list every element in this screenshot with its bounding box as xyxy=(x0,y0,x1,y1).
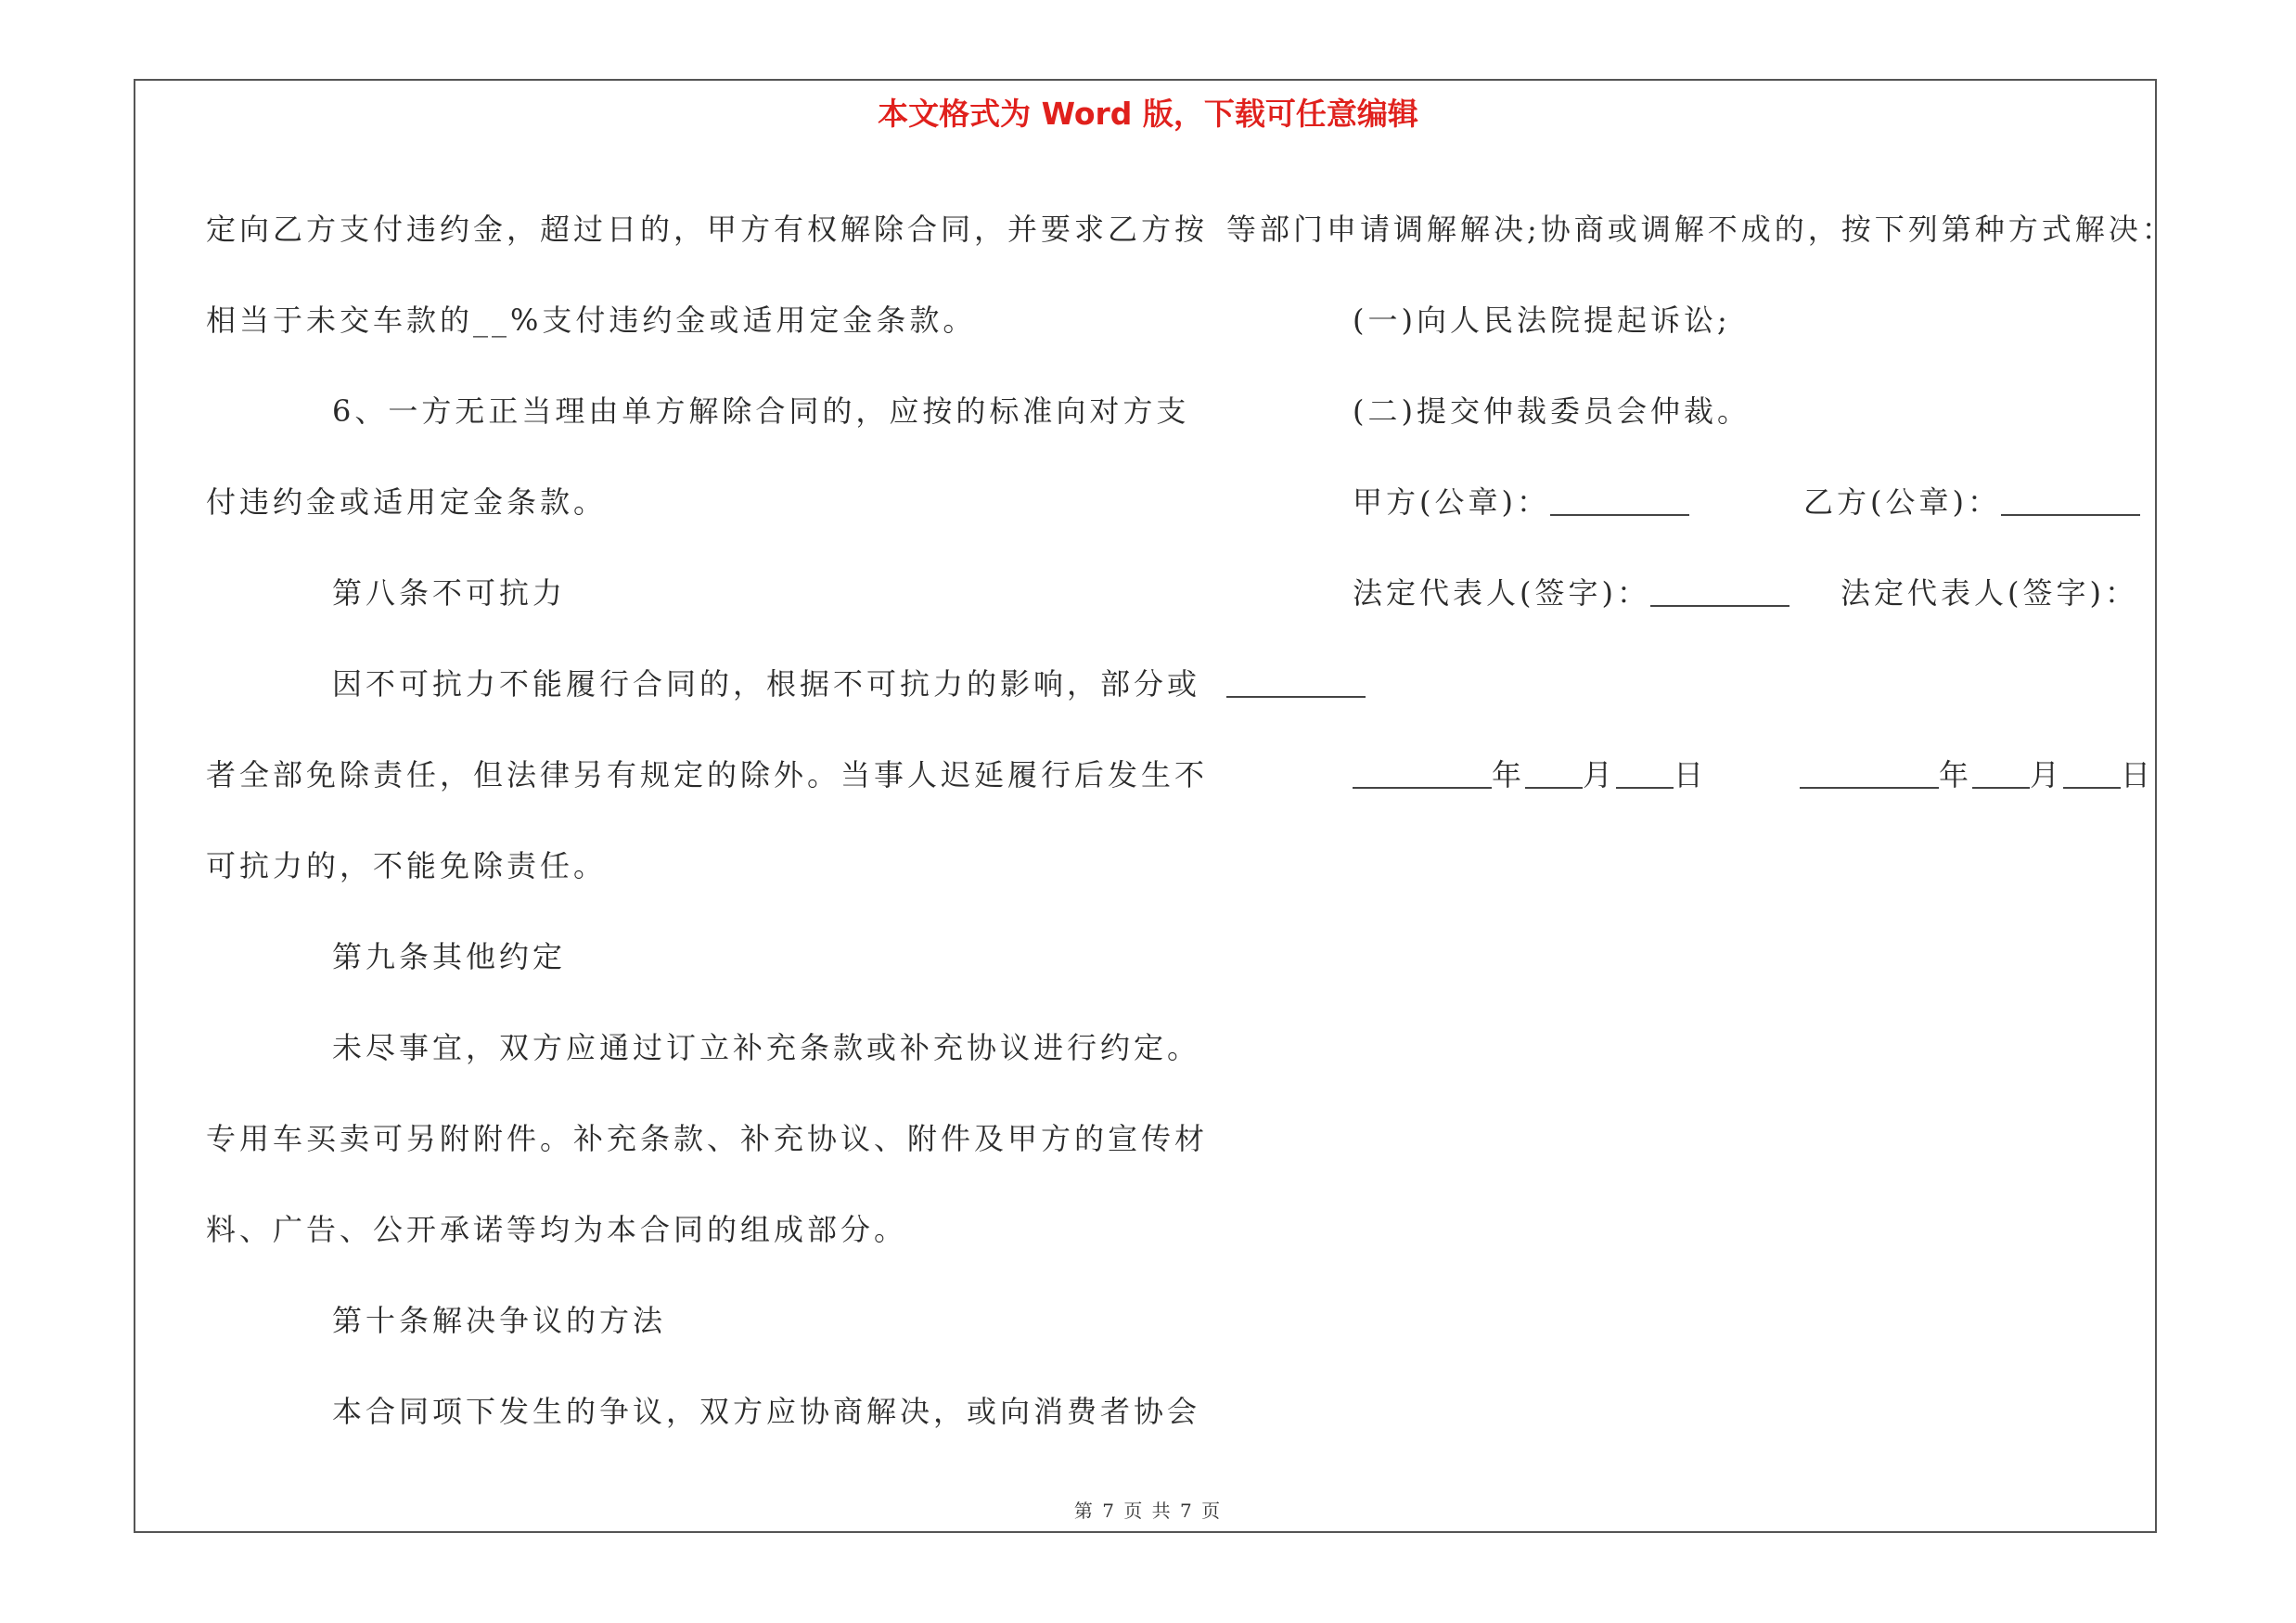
left-column xyxy=(206,184,1209,1457)
year-label: 年 xyxy=(1492,757,1526,792)
party-b-rep-blank-row xyxy=(1226,638,2154,729)
paragraph-line: (一)向人民法院提起诉讼; xyxy=(1353,303,1731,338)
paragraph-line: 等部门申请调解解决;协商或调解不成的，按下列第种方式解决： xyxy=(1226,212,2175,247)
day-label: 日 xyxy=(1674,757,1708,792)
paragraph-line: 定向乙方支付违约金，超过日的，甲方有权解除合同，并要求乙方按 xyxy=(206,212,1209,247)
party-a-seal-field xyxy=(1353,457,1689,547)
party-a-rep-blank xyxy=(1650,577,1789,607)
day-blank xyxy=(2063,759,2121,789)
paragraph-line: 者全部免除责任，但法律另有规定的除外。当事人迟延履行后发生不 xyxy=(206,757,1209,792)
paragraph-line: 可抗力的，不能免除责任。 xyxy=(206,848,608,883)
party-b-seal-field xyxy=(1803,457,2140,547)
year-blank xyxy=(1800,759,1939,789)
paragraph-line: 本合同项下发生的争议，双方应协商解决，或向消费者协会 xyxy=(332,1394,1201,1429)
paragraph-line: 料、广告、公开承诺等均为本合同的组成部分。 xyxy=(206,1212,908,1247)
party-a-date xyxy=(1353,729,1707,820)
party-b-seal-blank xyxy=(2001,486,2140,516)
month-blank xyxy=(1972,759,2030,789)
representative-row xyxy=(1226,547,2154,638)
party-a-rep-label: 法定代表人(签字)： xyxy=(1353,575,1650,611)
article-heading: 第九条其他约定 xyxy=(332,939,567,974)
day-label: 日 xyxy=(2121,757,2155,792)
paragraph-line: 因不可抗力不能履行合同的，根据不可抗力的影响，部分或 xyxy=(332,666,1201,702)
party-b-date xyxy=(1800,729,2154,820)
party-a-seal-blank xyxy=(1550,486,1689,516)
year-blank xyxy=(1353,759,1492,789)
editable-format-banner: 本文格式为 Word 版，下载可任意编辑 xyxy=(878,96,1418,132)
paragraph-line: (二)提交仲裁委员会仲裁。 xyxy=(1353,393,1751,429)
page-number-footer: 第 7 页 共 7 页 xyxy=(1073,1500,1223,1522)
party-b-seal-label: 乙方(公章)： xyxy=(1803,484,2001,520)
article-heading: 第十条解决争议的方法 xyxy=(332,1303,667,1338)
month-label: 月 xyxy=(1583,757,1617,792)
paragraph-line: 6、一方无正当理由单方解除合同的，应按的标准向对方支 xyxy=(332,393,1190,429)
party-a-rep-field xyxy=(1353,547,1789,638)
date-row xyxy=(1226,729,2154,820)
article-heading: 第八条不可抗力 xyxy=(332,575,567,611)
paragraph-line: 未尽事宜，双方应通过订立补充条款或补充协议进行约定。 xyxy=(332,1030,1201,1065)
seal-row xyxy=(1226,457,2154,547)
paragraph-line: 付违约金或适用定金条款。 xyxy=(206,484,608,520)
party-b-rep-blank xyxy=(1226,668,1366,698)
month-label: 月 xyxy=(2030,757,2064,792)
month-blank xyxy=(1525,759,1583,789)
paragraph-line: 专用车买卖可另附附件。补充条款、补充协议、附件及甲方的宣传材 xyxy=(206,1121,1209,1156)
year-label: 年 xyxy=(1939,757,1973,792)
day-blank xyxy=(1616,759,1674,789)
paragraph-line: 相当于未交车款的__%支付违约金或适用定金条款。 xyxy=(206,303,977,338)
party-a-seal-label: 甲方(公章)： xyxy=(1353,484,1550,520)
party-b-rep-field xyxy=(1841,547,2138,638)
right-column xyxy=(1226,184,2175,820)
party-b-rep-label: 法定代表人(签字)： xyxy=(1841,575,2138,611)
